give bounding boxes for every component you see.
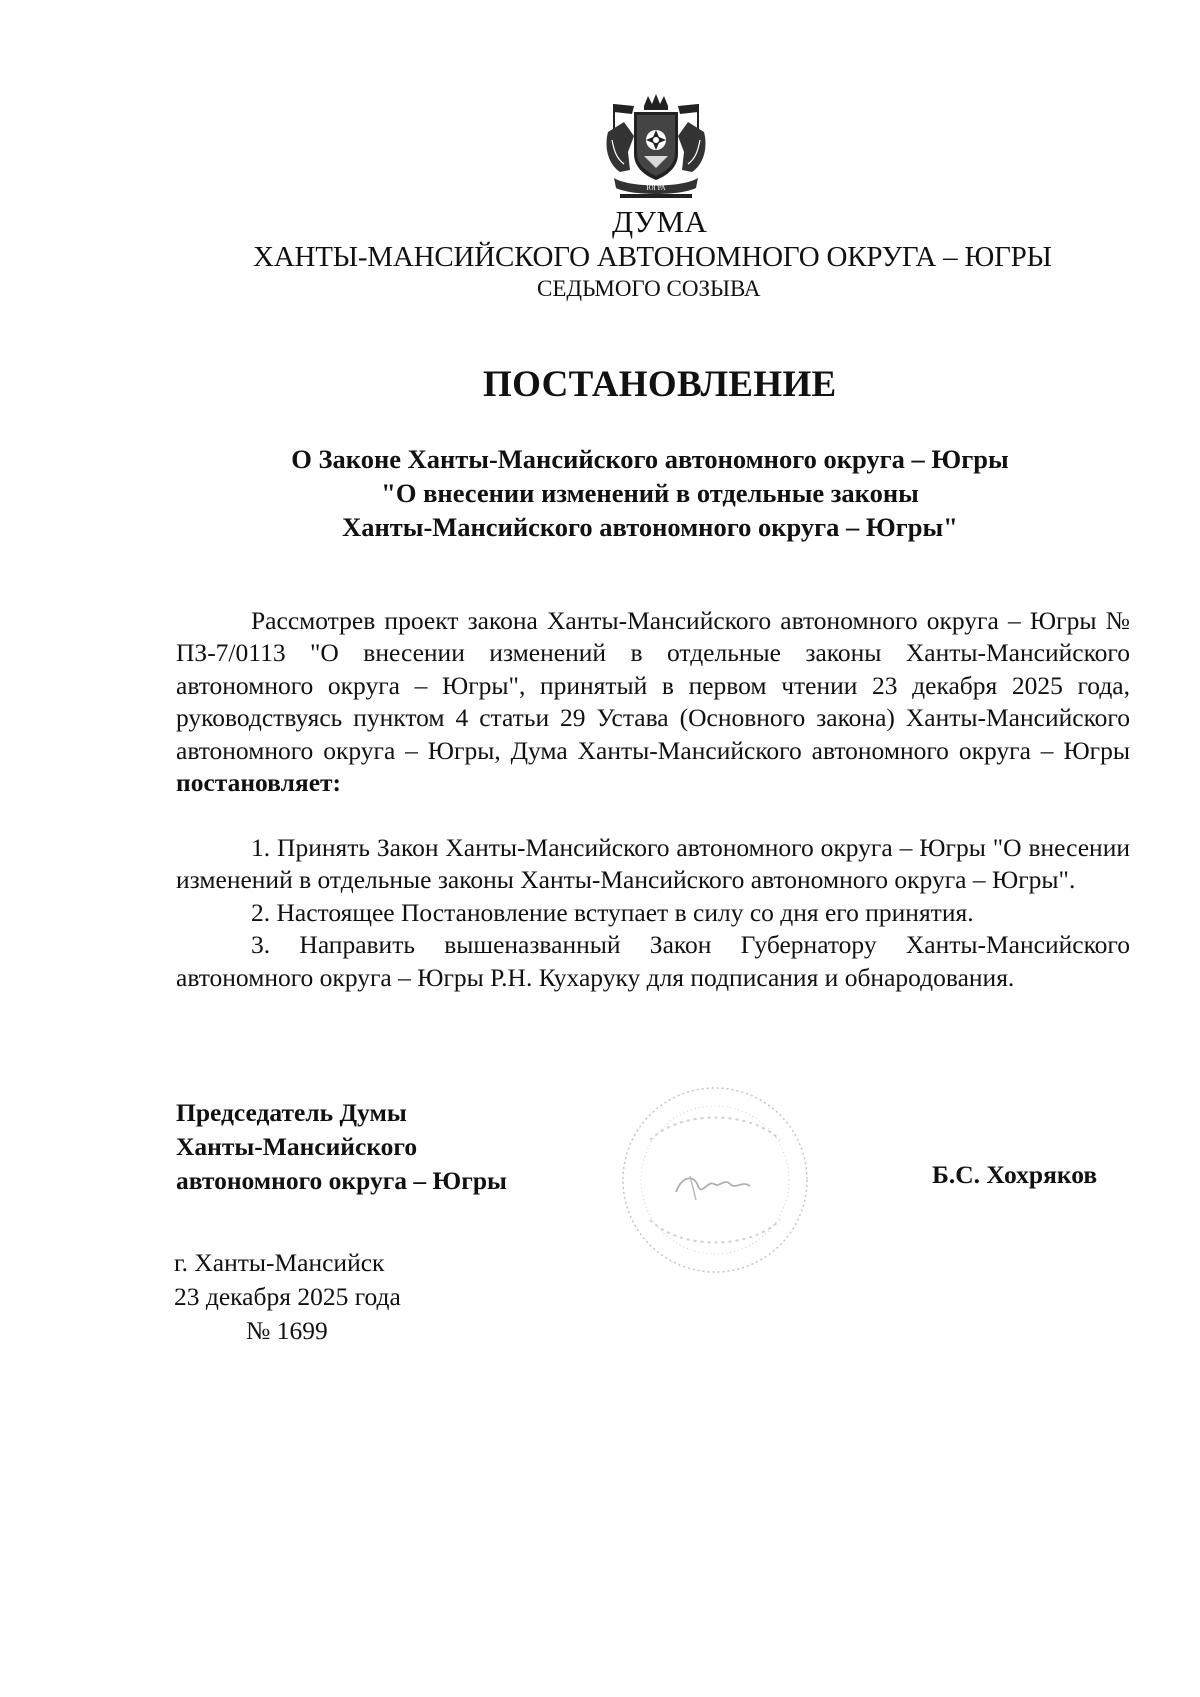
document-type: ПОСТАНОВЛЕНИЕ [483, 364, 837, 405]
convocation-name: СЕДЬМОГО СОЗЫВА [537, 276, 761, 301]
signatory-name: Б.С. Хохряков [932, 1160, 1098, 1189]
document-footer [174, 1246, 401, 1348]
preamble-text: Рассмотрев проект закона Ханты-Мансийского автономного округа – Югры № ПЗ-7/0113 "О внесении изменений в отдельные законы Ханты-Мансийского автономного округа – Югры", принятый в первом чтении 23 декабря 2025 года, руководствуясь пунктом 4 статьи 29 Устава (Основного закона) Ханты-Мансийского автономного округа – Югры, Дума Ханты-Мансийского автономного округа – Югры [176, 606, 1130, 765]
subject-line: О Законе Ханты-Мансийского автономного округа – Югры [291, 444, 1009, 474]
document-date: 23 декабря 2025 года [174, 1282, 401, 1311]
institution-name: ДУМА [612, 204, 708, 239]
preamble-paragraph [176, 605, 1130, 799]
resolution-item: 3. Направить вышеназванный Закон Губернатору Ханты-Мансийского автономного округа – Югры Р.Н. Кухаруку для подписания и обнародования. [176, 930, 1130, 992]
signatory-position [176, 1096, 507, 1198]
resolution-item: 2. Настоящее Постановление вступает в силу со дня его принятия. [251, 897, 974, 927]
svg-text:ЮГРА: ЮГРА [646, 184, 666, 192]
resolution-items [176, 832, 1130, 994]
subject-line: "О внесении изменений в отдельные законы [381, 478, 919, 508]
resolution-item: 1. Принять Закон Ханты-Мансийского автономного округа – Югры "О внесении изменений в отдельные законы Ханты-Мансийского автономного округа – Югры". [176, 833, 1130, 895]
position-line: Председатель Думы [176, 1098, 407, 1127]
region-name: ХАНТЫ-МАНСИЙСКОГО АВТОНОМНОГО ОКРУГА – ЮГРЫ [253, 241, 1052, 273]
coat-of-arms-icon [600, 92, 712, 204]
document-number: № 1699 [246, 1316, 328, 1345]
handwritten-signature-icon [676, 1176, 750, 1200]
place-city: г. Ханты-Мансийск [174, 1248, 385, 1277]
subject-line: Ханты-Мансийского автономного округа – Югры" [342, 512, 958, 542]
position-line: Ханты-Мансийского [176, 1132, 418, 1161]
document-subject [200, 442, 1100, 544]
position-line: автономного округа – Югры [176, 1166, 507, 1195]
official-seal-stamp [610, 1080, 820, 1280]
resolves-keyword: постановляет: [176, 768, 342, 798]
